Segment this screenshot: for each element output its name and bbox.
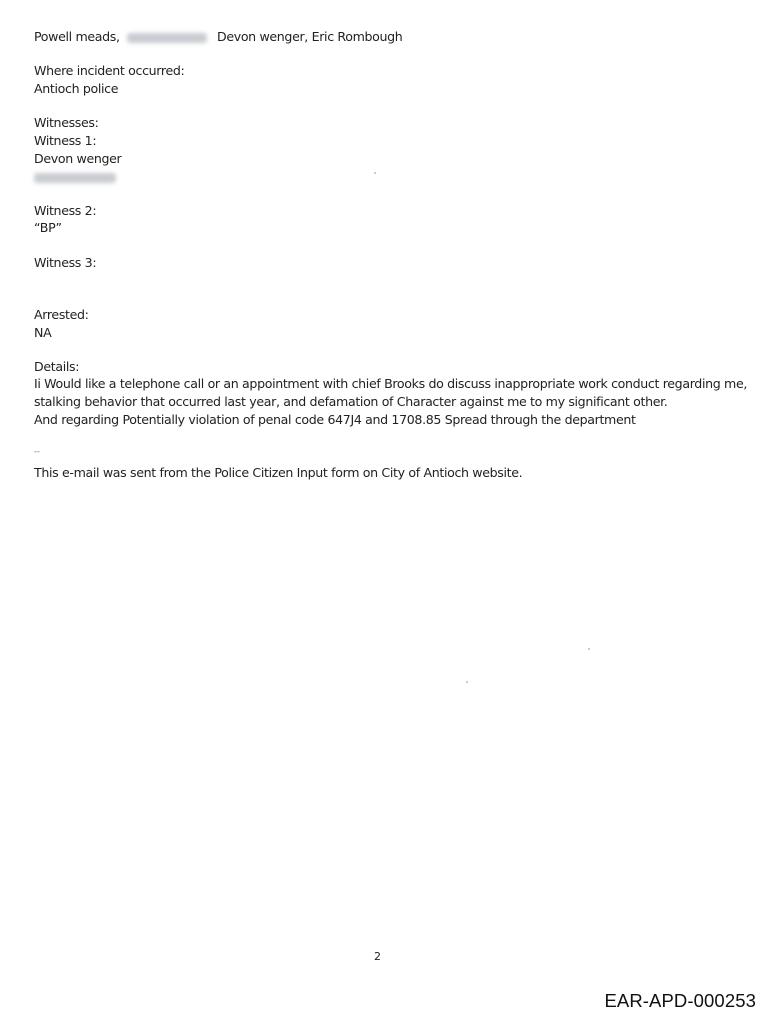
redacted-phone [34,173,116,183]
details-line-2: stalking behavior that occurred last year, and defamation of Character against me to my significant other. [34,394,668,409]
name-powell: Powell meads, [34,29,120,44]
redacted-name [127,33,207,43]
scan-speck [466,681,468,683]
witness-1-phone-redacted [34,169,116,185]
bates-number: EAR-APD-000253 [604,990,756,1011]
arrested-label: Arrested: [34,307,89,322]
witness-1-label: Witness 1: [34,133,97,148]
witness-1-name: Devon wenger [34,151,122,166]
location-label: Where incident occurred: [34,63,185,78]
details-line-3: And regarding Potentially violation of penal code 647J4 and 1708.85 Spread through the department [34,412,636,427]
witness-2-name: “BP” [34,220,62,235]
involved-names-line [34,29,402,45]
witness-2-label: Witness 2: [34,203,97,218]
scan-speck [374,172,376,174]
witnesses-label: Witnesses: [34,115,99,130]
location-value: Antioch police [34,81,119,96]
footer-separator: -- [34,447,40,457]
footer-note: This e-mail was sent from the Police Citizen Input form on City of Antioch website. [34,465,523,480]
scan-speck [588,648,590,650]
page-number: 2 [374,950,381,963]
names-rest: Devon wenger, Eric Rombough [216,29,403,44]
arrested-value: NA [34,325,52,340]
details-label: Details: [34,359,80,374]
details-line-1: Ii Would like a telephone call or an appointment with chief Brooks do discuss inappropriate work conduct regarding me, [34,376,747,391]
witness-3-label: Witness 3: [34,255,97,270]
